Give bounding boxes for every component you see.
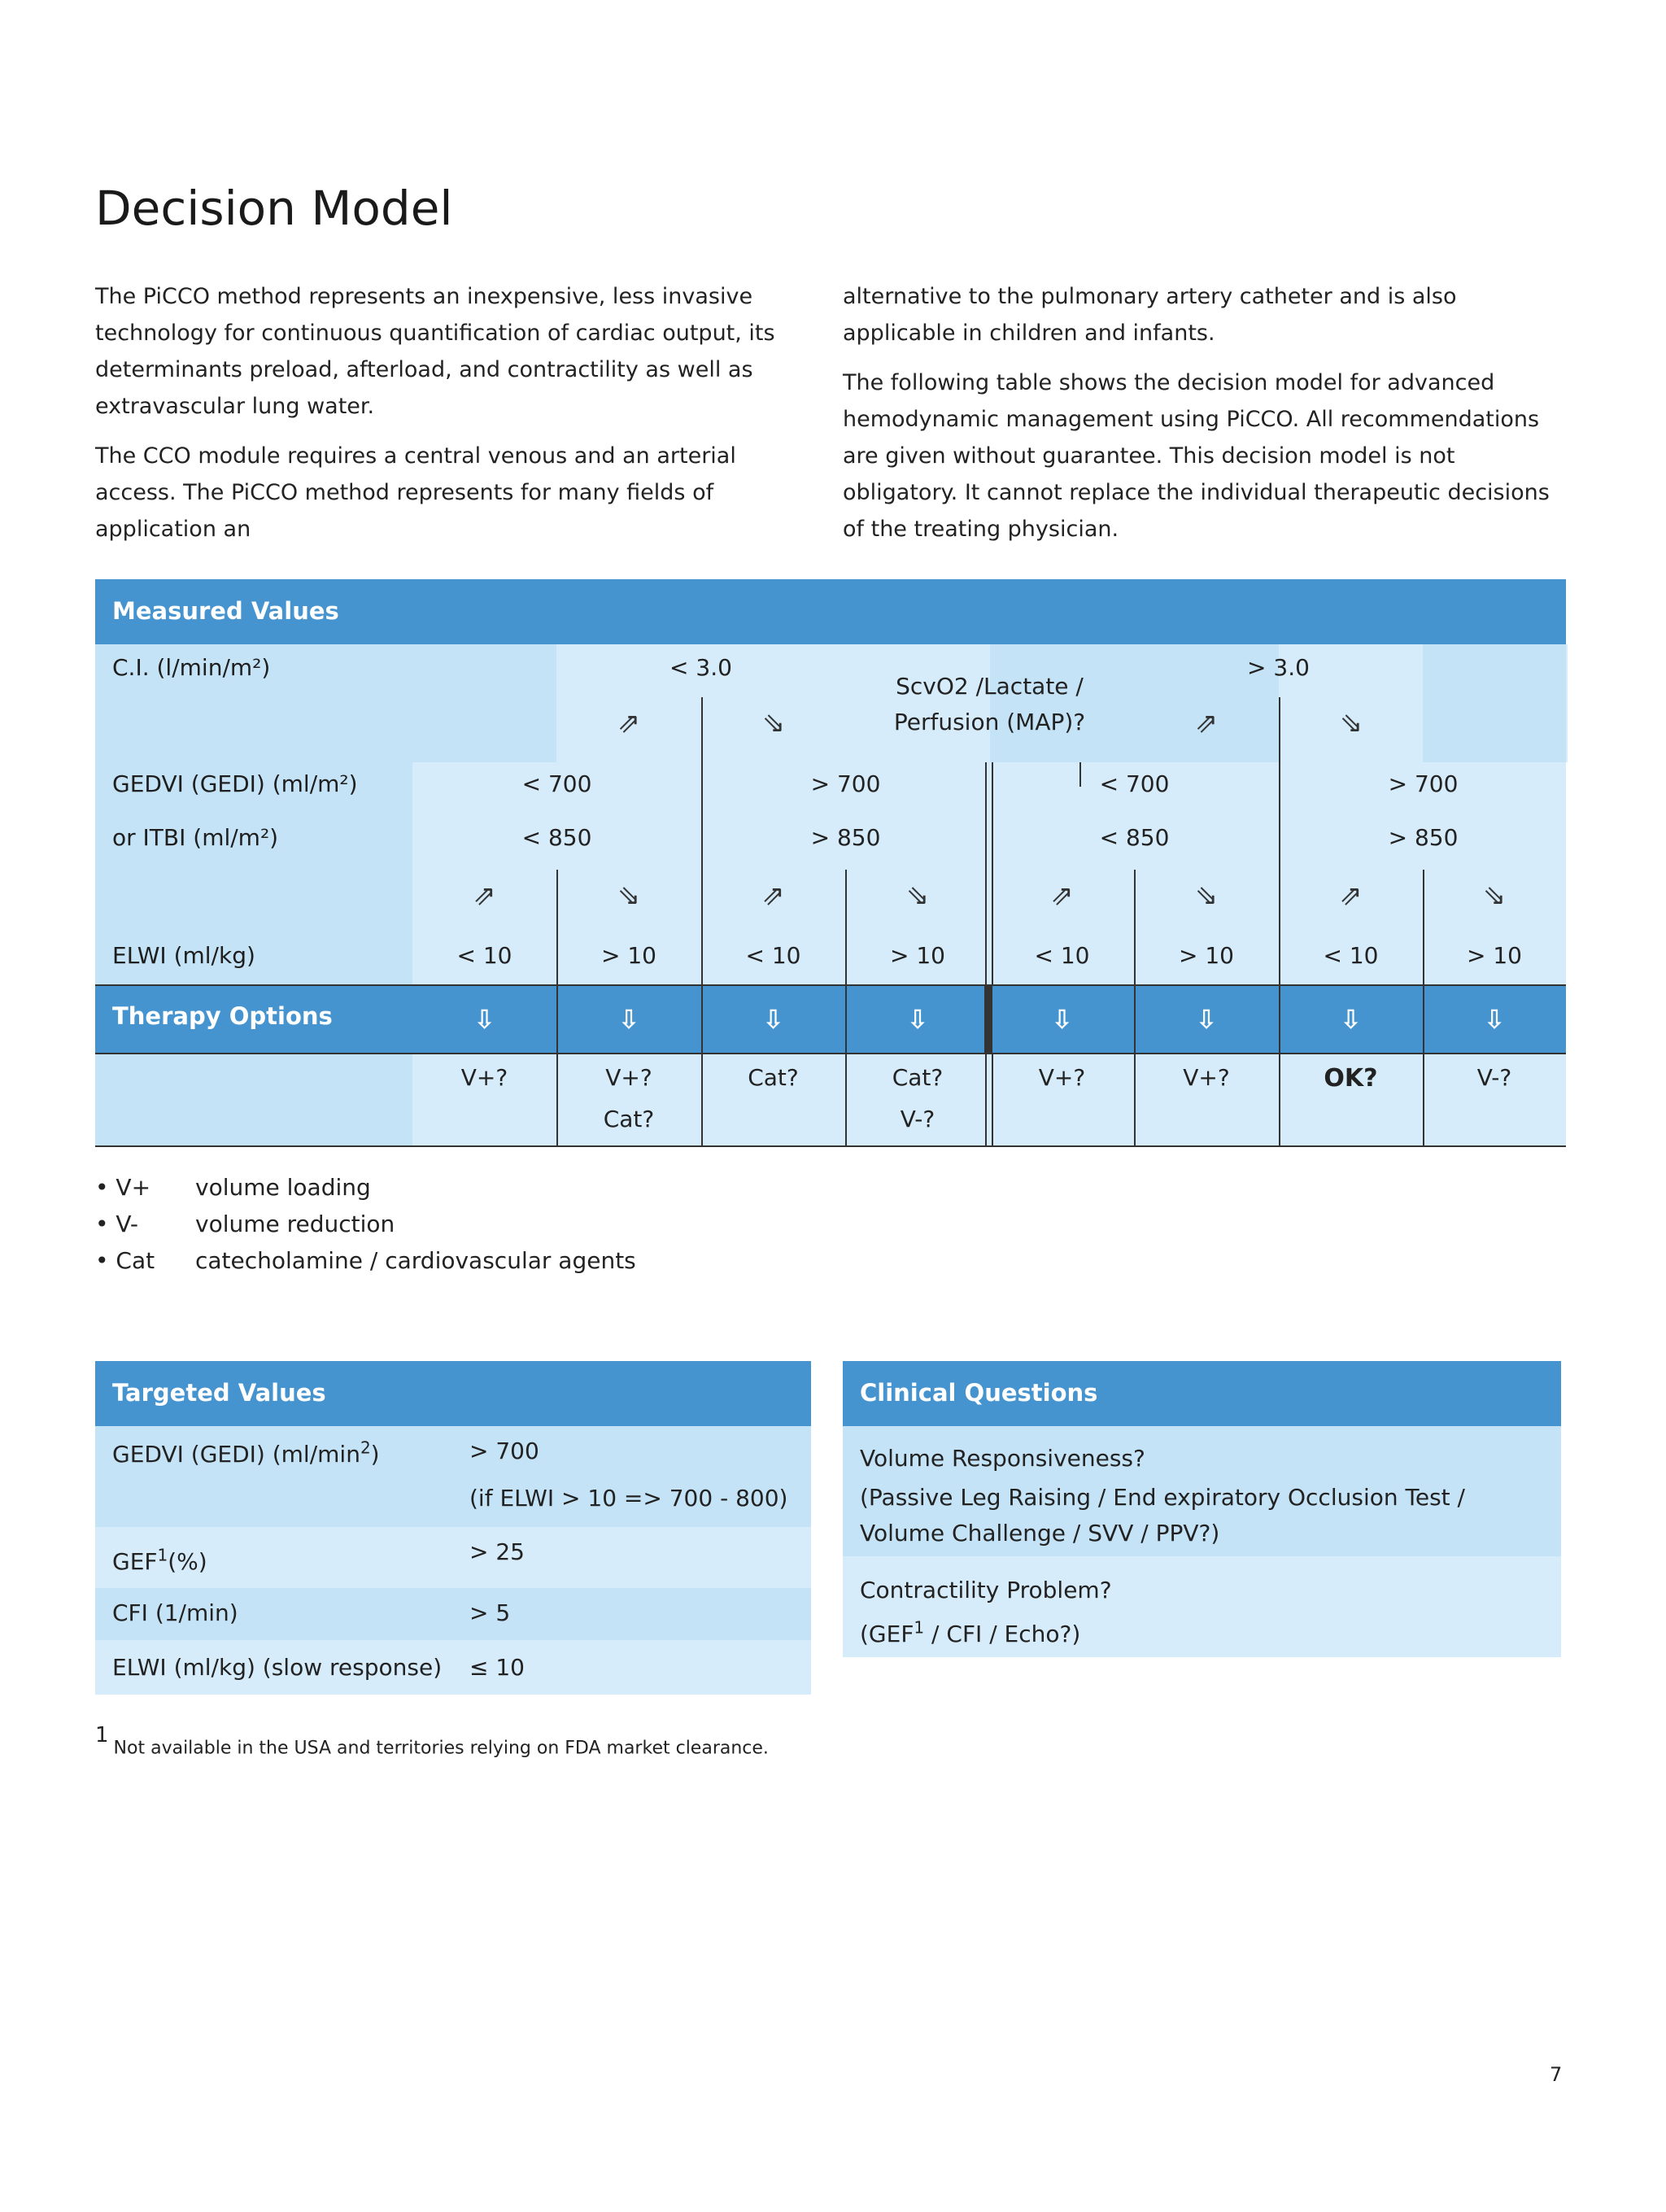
clinical-questions-panel [843, 1361, 1561, 1657]
table-divider [701, 697, 703, 762]
therapy-options-header: Therapy Options [112, 1002, 333, 1030]
legend-key: • V+ [95, 1174, 151, 1201]
decision-table [95, 579, 1566, 1147]
elwi-value: > 10 [890, 942, 945, 969]
therapy-option: V+? [605, 1064, 652, 1091]
table-divider [985, 1053, 987, 1145]
table-divider [992, 1053, 993, 1145]
question-detail: (GEF$^1$ / CFI / Echo?) [860, 1617, 1081, 1647]
legend-key: • V- [95, 1211, 139, 1237]
question-detail: (Passive Leg Raising / End expiratory Occlusion Test / Volume Challenge / SVV / PPV?) [860, 1484, 1465, 1547]
table-divider [95, 984, 1566, 986]
table-divider [701, 984, 703, 1145]
cfi-label: CFI (1/min) [112, 1599, 238, 1626]
gedvi-label: GEDVI (GEDI) (ml/m²) [112, 770, 358, 797]
arrow-up-right-icon: ⇗ [473, 879, 496, 912]
arrow-down-icon: ⇩ [617, 1004, 640, 1035]
cell-background [95, 1053, 412, 1145]
ci-low-value: < 3.0 [669, 654, 732, 681]
legend-item [95, 1206, 636, 1242]
table-divider [95, 1053, 1566, 1054]
gedvi-label: GEDVI (GEDI) $(ml/\min^2)$ [112, 1438, 380, 1468]
targeted-row-elwi [95, 1640, 811, 1695]
arrow-down-right-icon: ⇘ [1194, 879, 1219, 912]
elwi-slow-label: ELWI (ml/kg) (slow response) [112, 1654, 443, 1681]
intro-right-column [843, 278, 1559, 561]
gedvi-target-note: (if ELWI > 10 => 700 - 800) [469, 1485, 788, 1512]
elwi-value: > 10 [1467, 942, 1522, 969]
therapy-option: V-? [1476, 1064, 1512, 1091]
arrow-down-right-icon: ⇘ [617, 879, 641, 912]
gedvi-value: > 700 [810, 770, 881, 797]
footnote-mark: 1 [95, 1723, 109, 1747]
table-divider [1423, 984, 1424, 1145]
legend-key: • Cat [95, 1247, 155, 1274]
therapy-option-secondary: Cat? [603, 1106, 655, 1132]
itbi-label: or ITBI (ml/m²) [112, 824, 279, 851]
elwi-target-value: ≤ 10 [469, 1654, 525, 1681]
itbi-value: > 850 [1388, 824, 1459, 851]
therapy-option: V+? [460, 1064, 508, 1091]
cell-background [1423, 644, 1566, 762]
intro-paragraph: The following table shows the decision model for advanced hemodynamic management using PiCCO. All recommendations are given without guarantee. This decision model is not obligatory. It cannot replace the individual therapeutic decisions of the treating physician. [843, 370, 1550, 542]
footnote-text: Not available in the USA and territories relying on FDA market clearance. [113, 1738, 769, 1759]
arrow-down-icon: ⇩ [1195, 1004, 1218, 1035]
elwi-value: < 10 [745, 942, 801, 969]
legend-item [95, 1242, 636, 1279]
therapy-option-secondary: V-? [900, 1106, 935, 1132]
gedvi-target-value: > 700 [469, 1438, 539, 1464]
targeted-row-gedvi [95, 1426, 811, 1527]
table-divider [701, 762, 703, 984]
arrow-down-icon: ⇩ [1340, 1004, 1362, 1035]
targeted-values-panel [95, 1361, 811, 1695]
intro-left-column [95, 278, 787, 561]
clinical-questions-header: Clinical Questions [843, 1361, 1561, 1426]
gedvi-value: > 700 [1388, 770, 1459, 797]
page-title: Decision Model [95, 181, 453, 236]
legend-item [95, 1169, 636, 1206]
scvo2-note: ScvO2 /Lactate / Perfusion (MAP)? [893, 673, 1086, 735]
arrow-down-icon: ⇩ [1051, 1004, 1073, 1035]
elwi-value: < 10 [456, 942, 512, 969]
therapy-option: OK? [1324, 1064, 1378, 1093]
footnote [95, 1723, 769, 1759]
elwi-value: > 10 [1179, 942, 1234, 969]
arrow-down-icon: ⇩ [906, 1004, 929, 1035]
arrow-up-right-icon: ⇗ [1339, 879, 1363, 912]
arrow-up-right-icon: ⇗ [617, 707, 641, 740]
therapy-option: Cat? [748, 1064, 799, 1091]
clinical-question-contractility [843, 1556, 1561, 1657]
arrow-down-right-icon: ⇘ [1482, 879, 1507, 912]
itbi-value: < 850 [521, 824, 592, 851]
gef-target-value: > 25 [469, 1538, 525, 1565]
table-divider [1079, 762, 1081, 787]
itbi-value: < 850 [1099, 824, 1170, 851]
measured-values-header: Measured Values [95, 579, 1566, 644]
arrow-up-right-icon: ⇗ [1050, 879, 1074, 912]
intro-paragraph: The PiCCO method represents an inexpensive, less invasive technology for continuous quantification of cardiac output, its determinants preload, afterload, and contractility as well as extravascular lung water. [95, 284, 775, 419]
targeted-values-header: Targeted Values [95, 1361, 811, 1426]
gedvi-value: < 700 [1099, 770, 1170, 797]
therapy-option: Cat? [892, 1064, 944, 1091]
table-divider [984, 984, 992, 1053]
ci-high-value: > 3.0 [1247, 654, 1310, 681]
table-divider [95, 1145, 1566, 1147]
itbi-value: > 850 [810, 824, 881, 851]
abbreviation-legend [95, 1169, 636, 1279]
arrow-down-icon: ⇩ [473, 1004, 495, 1035]
elwi-value: < 10 [1323, 942, 1379, 969]
cfi-target-value: > 5 [469, 1599, 511, 1626]
table-divider [1279, 984, 1280, 1145]
arrow-down-right-icon: ⇘ [1339, 707, 1363, 740]
targeted-row-gef [95, 1527, 811, 1588]
table-divider [556, 984, 558, 1145]
table-divider [1134, 984, 1136, 1145]
elwi-value: < 10 [1034, 942, 1090, 969]
table-divider [556, 870, 558, 984]
targeted-row-cfi [95, 1588, 811, 1640]
intro-paragraph: The CCO module requires a central venous and an arterial access. The PiCCO method represents for many fields of application an [95, 443, 736, 542]
elwi-label: ELWI (ml/kg) [112, 942, 255, 969]
table-divider [1279, 762, 1280, 984]
arrow-down-icon: ⇩ [1483, 1004, 1506, 1035]
table-divider [845, 984, 847, 1145]
intro-paragraph: alternative to the pulmonary artery catheter and is also applicable in children and infants. [843, 284, 1457, 346]
ci-label: C.I. (l/min/m²) [112, 654, 271, 681]
arrow-down-right-icon: ⇘ [761, 707, 786, 740]
legend-value: volume loading [195, 1174, 371, 1201]
table-divider [1134, 870, 1136, 984]
table-divider [845, 870, 847, 984]
table-divider [1423, 870, 1424, 984]
arrow-down-right-icon: ⇘ [905, 879, 930, 912]
arrow-up-right-icon: ⇗ [1194, 707, 1219, 740]
legend-value: catecholamine / cardiovascular agents [195, 1247, 636, 1274]
elwi-value: > 10 [601, 942, 656, 969]
table-divider [1279, 697, 1280, 762]
table-divider [992, 762, 993, 984]
clinical-question-volume [843, 1426, 1561, 1556]
question-title: Volume Responsiveness? [860, 1445, 1145, 1472]
gef-label: GEF$^1$(%) [112, 1545, 207, 1575]
arrow-up-right-icon: ⇗ [761, 879, 785, 912]
page-number: 7 [1550, 2063, 1563, 2086]
gedvi-value: < 700 [521, 770, 592, 797]
question-title: Contractility Problem? [860, 1577, 1112, 1603]
table-divider [985, 762, 987, 984]
legend-value: volume reduction [195, 1211, 395, 1237]
therapy-option: V+? [1183, 1064, 1230, 1091]
arrow-down-icon: ⇩ [762, 1004, 784, 1035]
therapy-option: V+? [1038, 1064, 1086, 1091]
